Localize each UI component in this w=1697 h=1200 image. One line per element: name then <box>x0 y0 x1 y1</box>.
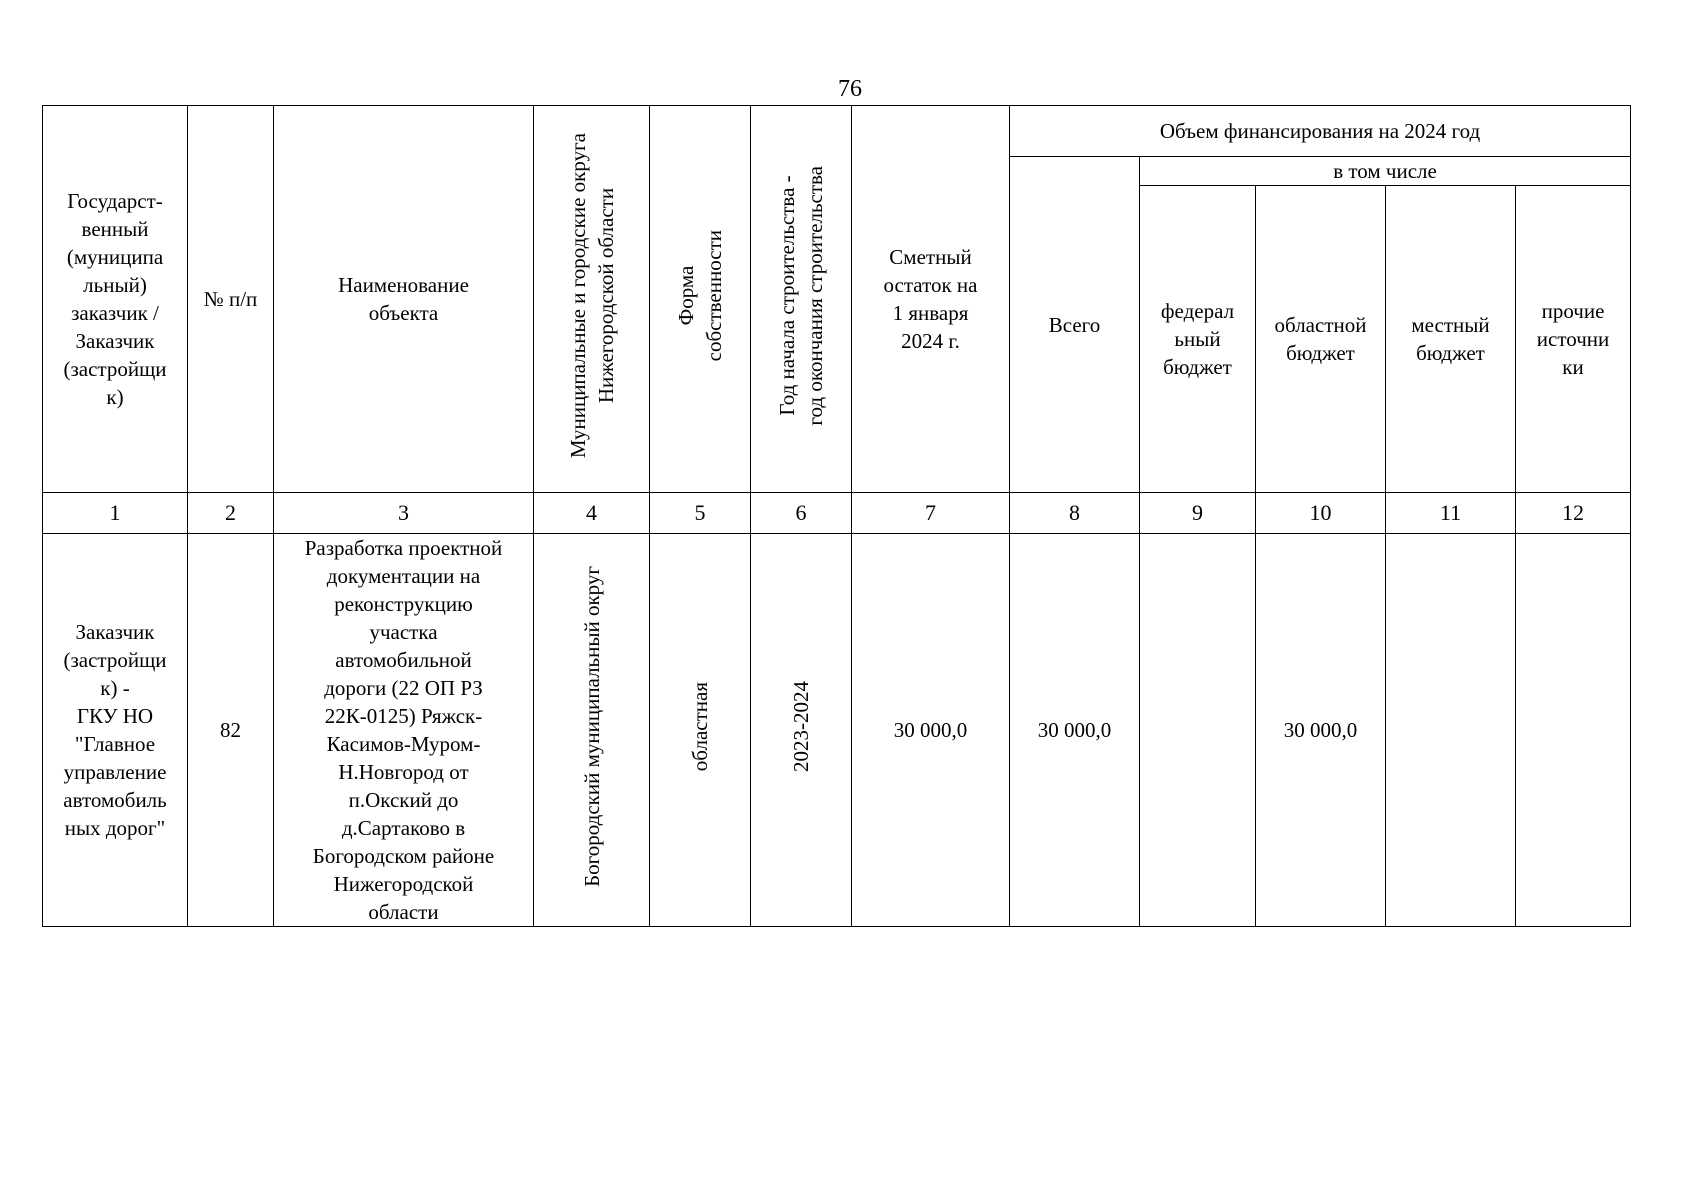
header-years-text: Год начала строительства - год окончания строительства <box>775 165 827 426</box>
header-local-text: местный бюджет <box>1411 313 1490 365</box>
column-number: 2 <box>188 493 274 534</box>
column-number: 3 <box>274 493 534 534</box>
financing-table <box>42 105 1631 927</box>
column-number: 1 <box>43 493 188 534</box>
header-years <box>751 106 852 493</box>
cell-estimate: 30 000,0 <box>852 534 1010 927</box>
header-financing <box>1010 106 1631 157</box>
column-number: 8 <box>1010 493 1140 534</box>
table-row <box>43 534 1631 927</box>
column-number: 7 <box>852 493 1010 534</box>
header-local <box>1386 186 1516 493</box>
cell-local <box>1386 534 1516 927</box>
header-other-text: прочие источни ки <box>1536 299 1610 379</box>
header-total <box>1010 157 1140 493</box>
column-number: 5 <box>650 493 751 534</box>
cell-regional: 30 000,0 <box>1256 534 1386 927</box>
header-estimate-text: Сметный остаток на 1 января 2024 г. <box>883 245 978 353</box>
header-ownership-text: Форма собственности <box>674 229 726 362</box>
header-federal-text: федерал ьный бюджет <box>1160 299 1235 379</box>
cell-ownership-text: областная <box>688 681 712 772</box>
header-including-text: в том числе <box>1333 159 1437 183</box>
header-object-name-text: Наименование объекта <box>338 273 469 325</box>
cell-customer-text: Заказчик (застройщи к) - ГКУ НО "Главное управление автомобиль ных дорог" <box>63 620 167 840</box>
column-number: 6 <box>751 493 852 534</box>
page-number: 76 <box>838 76 862 102</box>
header-municipality-text: Муниципальные и городские округа Нижегородской области <box>565 132 618 459</box>
header-row-no-text: № п/п <box>203 287 258 311</box>
header-customer <box>43 106 188 493</box>
cell-object-name <box>274 534 534 927</box>
cell-total: 30 000,0 <box>1010 534 1140 927</box>
cell-municipality <box>534 534 650 927</box>
column-number: 4 <box>534 493 650 534</box>
cell-other <box>1516 534 1631 927</box>
cell-years-text: 2023-2024 <box>789 681 813 772</box>
column-number: 10 <box>1256 493 1386 534</box>
header-regional-text: областной бюджет <box>1274 313 1367 365</box>
column-number-row <box>43 493 1631 534</box>
cell-row-no: 82 <box>188 534 274 927</box>
header-row-1 <box>43 106 1631 157</box>
cell-object-name-text: Разработка проектной документации на реконструкцию участка автомобильной дороги (22 ОП РЗ 22К-0125) Ряжск- Касимов-Муром- Н.Новгород от п.Окский до д.Сартаково в Богородском районе Нижегородской области <box>304 536 503 924</box>
cell-federal <box>1140 534 1256 927</box>
header-row-no <box>188 106 274 493</box>
header-financing-text: Объем финансирования на 2024 год <box>1159 119 1481 143</box>
header-federal <box>1140 186 1256 493</box>
cell-ownership <box>650 534 751 927</box>
cell-customer <box>43 534 188 927</box>
header-object-name <box>274 106 534 493</box>
header-total-text: Всего <box>1048 312 1101 337</box>
header-including <box>1140 157 1631 186</box>
cell-municipality-text: Богородский муниципальный округ <box>579 566 604 887</box>
column-number: 11 <box>1386 493 1516 534</box>
header-estimate <box>852 106 1010 493</box>
header-other <box>1516 186 1631 493</box>
column-number: 12 <box>1516 493 1631 534</box>
header-ownership <box>650 106 751 493</box>
cell-years <box>751 534 852 927</box>
header-customer-text: Государст- венный (муниципа льный) заказчик / Заказчик (застройщи к) <box>63 189 167 409</box>
header-municipality <box>534 106 650 493</box>
column-number: 9 <box>1140 493 1256 534</box>
header-regional <box>1256 186 1386 493</box>
